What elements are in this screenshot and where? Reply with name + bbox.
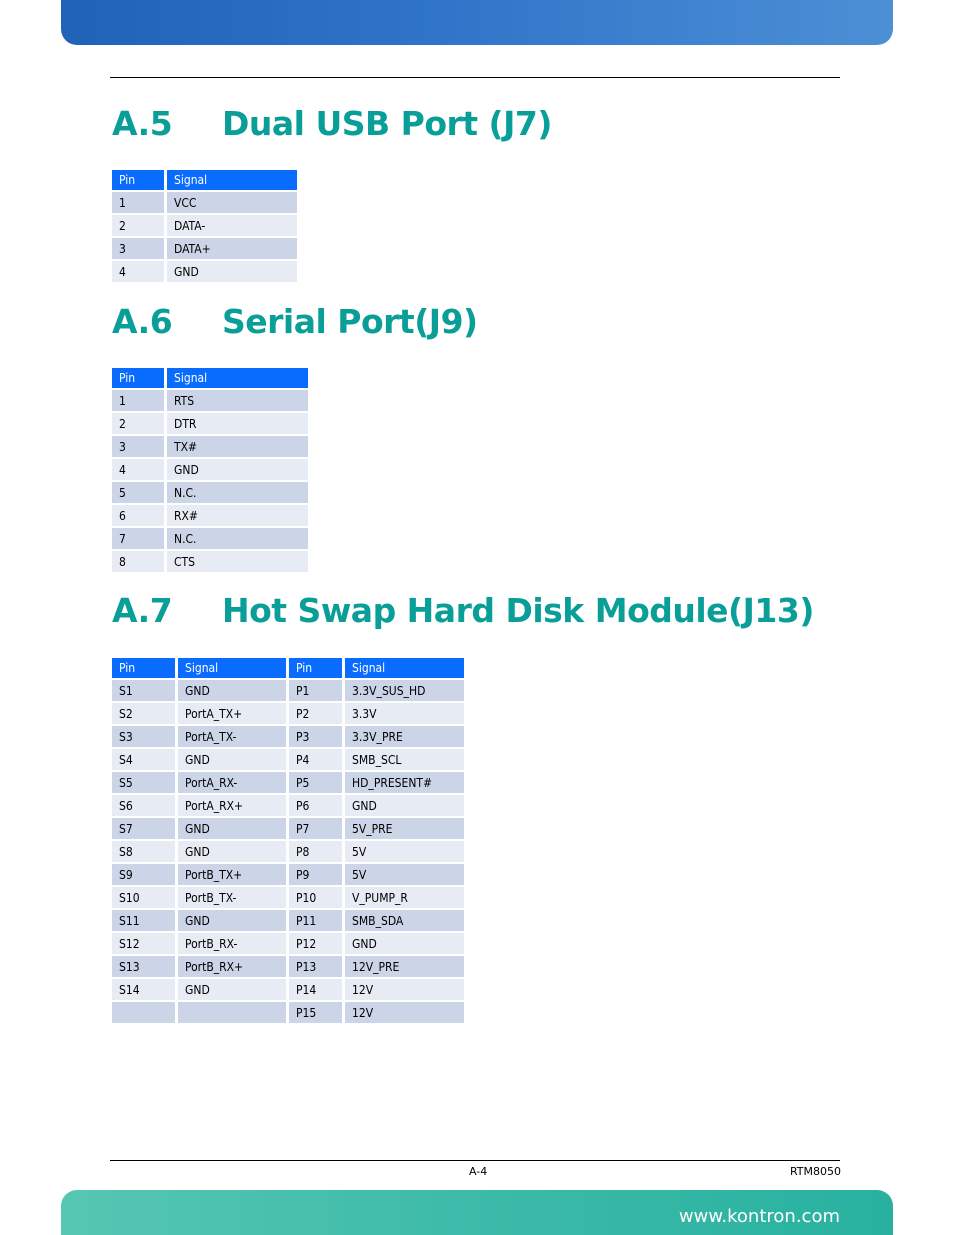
table-cell: VCC [167,192,297,213]
table-cell: P10 [289,887,342,908]
table-cell: N.C. [167,482,308,503]
table-header-row [112,368,308,388]
header-rule [110,77,840,78]
section-number: A.5 [112,104,173,143]
table-cell: S12 [112,933,175,954]
table-row [112,795,464,816]
column-header: Pin [112,368,164,388]
table-cell: P7 [289,818,342,839]
table-cell: P2 [289,703,342,724]
table-cell: GND [167,459,308,480]
table-cell: SMB_SCL [345,749,464,770]
table-cell: V_PUMP_R [345,887,464,908]
section-heading-a5 [112,104,552,143]
table-header-row [112,170,297,190]
table-cell: S4 [112,749,175,770]
table-cell: 5 [112,482,164,503]
table-row [112,910,464,931]
column-header: Pin [289,658,342,678]
table-cell: GND [178,979,286,1000]
table-cell: S7 [112,818,175,839]
table-row [112,215,297,236]
table-cell: S13 [112,956,175,977]
table-cell: 3 [112,238,164,259]
table-cell: P6 [289,795,342,816]
table-cell: PortB_RX- [178,933,286,954]
table-row [112,551,308,572]
table-cell: PortB_RX+ [178,956,286,977]
table-row [112,505,308,526]
table-cell: RX# [167,505,308,526]
table-cell: 1 [112,390,164,411]
table-cell: TX# [167,436,308,457]
table-cell: PortB_TX+ [178,864,286,885]
table-cell: 2 [112,215,164,236]
table-cell: CTS [167,551,308,572]
table-cell: P12 [289,933,342,954]
table-cell: 3.3V [345,703,464,724]
hdd-pin-table [109,656,467,1025]
serial-pin-table [109,366,311,574]
table-row [112,726,464,747]
footer-banner [61,1190,893,1235]
table-cell: PortA_TX- [178,726,286,747]
table-cell: 4 [112,261,164,282]
table-cell: 3 [112,436,164,457]
table-cell: PortA_RX- [178,772,286,793]
table-cell: 2 [112,413,164,434]
table-cell: 12V [345,1002,464,1023]
table-cell: PortA_RX+ [178,795,286,816]
table-cell [178,1002,286,1023]
header-banner [61,0,893,45]
table-row [112,818,464,839]
table-cell: 1 [112,192,164,213]
table-cell: PortB_TX- [178,887,286,908]
page-number: A-4 [469,1165,488,1178]
table-cell [112,1002,175,1023]
table-cell: RTS [167,390,308,411]
table-row [112,261,297,282]
table-row [112,482,308,503]
table-cell: SMB_SDA [345,910,464,931]
table-row [112,192,297,213]
document-name: RTM8050 [789,1165,841,1178]
table-cell: 12V [345,979,464,1000]
table-row [112,887,464,908]
website-link[interactable]: www.kontron.com [678,1206,840,1227]
table-cell: S10 [112,887,175,908]
table-cell: 12V_PRE [345,956,464,977]
table-cell: 4 [112,459,164,480]
table-row [112,864,464,885]
table-cell: P8 [289,841,342,862]
section-heading-a7 [112,591,814,630]
usb-pin-table [109,168,300,284]
table-cell: S2 [112,703,175,724]
table-cell: P9 [289,864,342,885]
column-header: Signal [345,658,464,678]
column-header: Signal [167,170,297,190]
section-title: Dual USB Port (J7) [222,104,552,143]
table-cell: GND [178,680,286,701]
table-cell: S3 [112,726,175,747]
table-cell: 5V_PRE [345,818,464,839]
table-cell: DATA+ [167,238,297,259]
table-row [112,413,308,434]
section-title: Serial Port(J9) [222,302,478,341]
section-title: Hot Swap Hard Disk Module(J13) [222,591,814,630]
table-row [112,703,464,724]
table-cell: S1 [112,680,175,701]
table-cell: 6 [112,505,164,526]
table-cell: GND [345,795,464,816]
table-cell: S6 [112,795,175,816]
table-cell: 7 [112,528,164,549]
table-cell: S5 [112,772,175,793]
table-cell: P15 [289,1002,342,1023]
table-cell: GND [178,749,286,770]
footer-rule [110,1160,840,1161]
section-number: A.6 [112,302,173,341]
table-row [112,238,297,259]
table-cell: DTR [167,413,308,434]
table-cell: GND [178,818,286,839]
table-cell: P5 [289,772,342,793]
table-cell: S14 [112,979,175,1000]
table-row [112,528,308,549]
table-cell: P11 [289,910,342,931]
table-cell: GND [178,841,286,862]
table-row [112,841,464,862]
table-row [112,459,308,480]
table-cell: GND [178,910,286,931]
table-row [112,933,464,954]
column-header: Pin [112,170,164,190]
table-row [112,956,464,977]
table-row [112,772,464,793]
table-row [112,979,464,1000]
table-row [112,680,464,701]
section-heading-a6 [112,302,478,341]
table-cell: 8 [112,551,164,572]
table-row [112,749,464,770]
table-cell: P4 [289,749,342,770]
table-header-row [112,658,464,678]
table-row [112,390,308,411]
table-cell: GND [345,933,464,954]
table-cell: P13 [289,956,342,977]
table-cell: S11 [112,910,175,931]
table-cell: P3 [289,726,342,747]
table-cell: P14 [289,979,342,1000]
table-cell: S8 [112,841,175,862]
table-cell: 5V [345,864,464,885]
table-cell: DATA- [167,215,297,236]
table-cell: PortA_TX+ [178,703,286,724]
table-cell: S9 [112,864,175,885]
section-number: A.7 [112,591,173,630]
table-cell: 5V [345,841,464,862]
table-cell: HD_PRESENT# [345,772,464,793]
table-cell: 3.3V_SUS_HD [345,680,464,701]
table-row [112,436,308,457]
column-header: Signal [167,368,308,388]
table-cell: GND [167,261,297,282]
table-cell: 3.3V_PRE [345,726,464,747]
column-header: Signal [178,658,286,678]
table-cell: N.C. [167,528,308,549]
column-header: Pin [112,658,175,678]
table-row [112,1002,464,1023]
table-cell: P1 [289,680,342,701]
